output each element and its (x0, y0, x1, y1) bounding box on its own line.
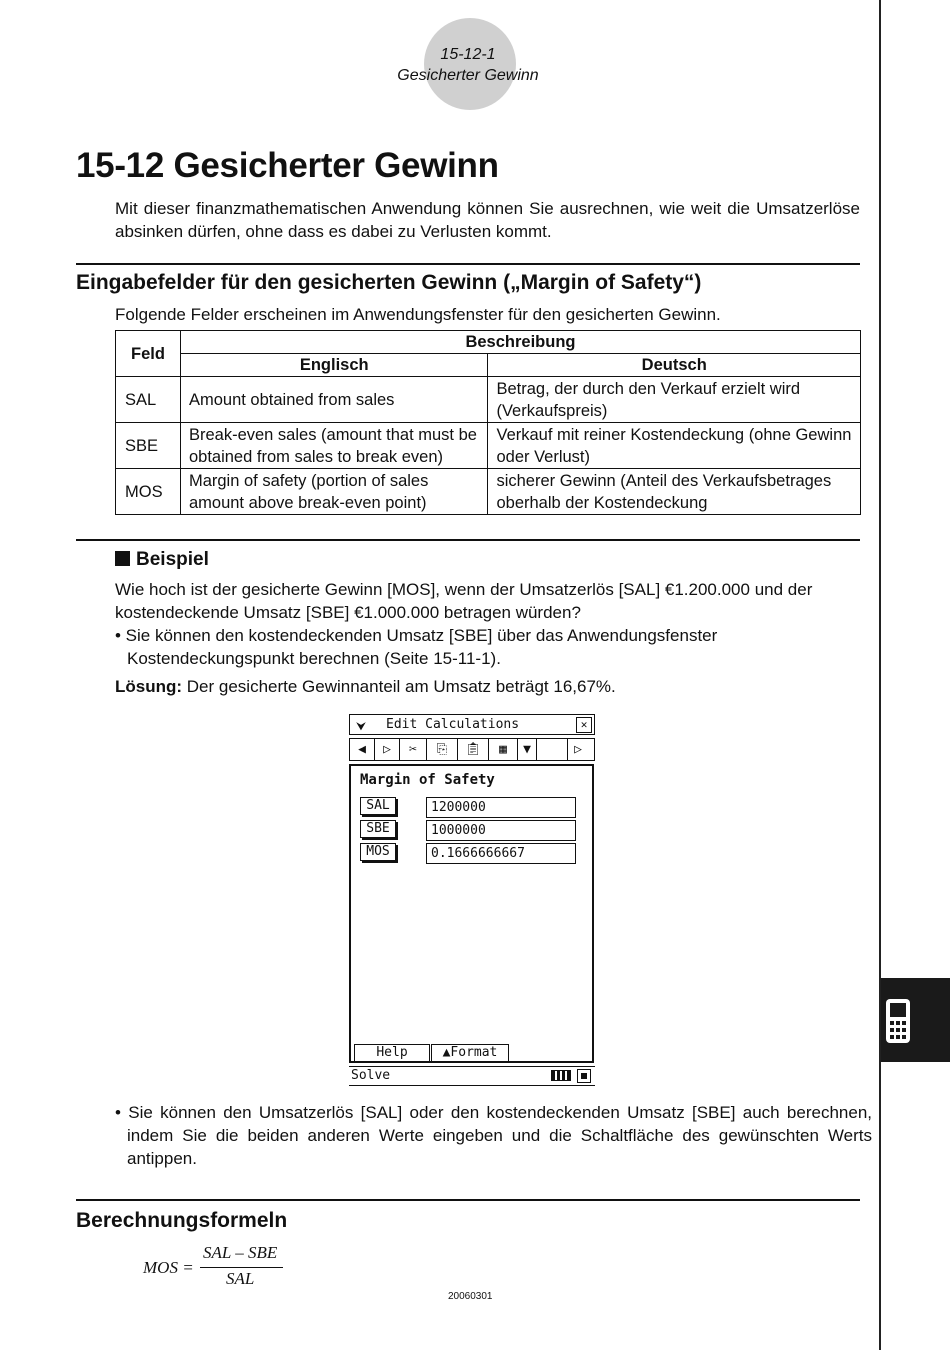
table-header-english: Englisch (180, 354, 488, 377)
formula-numerator: SAL – SBE (203, 1243, 278, 1262)
table-row (116, 469, 861, 515)
menu-icon[interactable]: ⮟ (356, 719, 367, 733)
field-english: Margin of safety (portion of sales amount above break-even point) (180, 469, 488, 515)
copy-icon[interactable]: ⎘ (427, 739, 458, 760)
page-header (368, 44, 568, 86)
window-icon[interactable] (577, 1069, 591, 1083)
field-code: SBE (116, 423, 181, 469)
help-tab[interactable]: Help (354, 1044, 430, 1061)
running-title: Gesicherter Gewinn (397, 67, 539, 84)
solution-label: Lösung: (115, 677, 183, 696)
field-german: Verkauf mit reiner Kostendeckung (ohne Gewinn oder Verlust) (488, 423, 861, 469)
grid-icon[interactable]: ▦ (489, 739, 518, 760)
battery-icon (551, 1070, 571, 1081)
solution-text: Der gesicherte Gewinnanteil am Umsatz beträgt 16,67%. (182, 677, 616, 696)
calc-screen-heading: Margin of Safety (360, 772, 495, 788)
example-heading-text: Beispiel (136, 549, 209, 570)
calc-screen (349, 764, 594, 1063)
table-header-field: Feld (116, 331, 181, 377)
mos-input[interactable]: 0.1666666667 (426, 843, 576, 864)
section-heading-formulas: Berechnungsformeln (76, 1209, 288, 1232)
paste-icon[interactable]: 📋︎ (458, 739, 489, 760)
back-icon[interactable]: ◀ (350, 739, 375, 760)
fields-lead: Folgende Felder erscheinen im Anwendungsfenster für den gesicherten Gewinn. (115, 305, 721, 324)
fraction-bar (200, 1267, 283, 1268)
table-header-german: Deutsch (488, 354, 861, 377)
format-tab[interactable]: ▲Format (431, 1044, 509, 1061)
sbe-button[interactable]: SBE (360, 820, 396, 838)
field-code: SAL (116, 377, 181, 423)
toolbar-spacer (537, 739, 568, 760)
formula-lhs: MOS = (143, 1258, 194, 1277)
chapter-side-tab (881, 978, 950, 1062)
sbe-input[interactable]: 1000000 (426, 820, 576, 841)
close-icon[interactable]: ✕ (576, 717, 592, 733)
field-english: Amount obtained from sales (180, 377, 488, 423)
dropdown-icon[interactable]: ▼ (518, 739, 537, 760)
calculator-icon (885, 998, 911, 1044)
square-bullet-icon (115, 551, 130, 566)
right-edge-rule (879, 0, 881, 1350)
calc-menu-title[interactable]: Edit Calculations (386, 717, 520, 732)
field-english: Break-even sales (amount that must be obtained from sales to break even) (180, 423, 488, 469)
field-code: MOS (116, 469, 181, 515)
play-icon[interactable]: ▷ (375, 739, 400, 760)
table-row (116, 423, 861, 469)
footer-code: 20060301 (448, 1291, 493, 1302)
sal-input[interactable]: 1200000 (426, 797, 576, 818)
chapter-title: 15-12 Gesicherter Gewinn (76, 146, 499, 185)
sal-button[interactable]: SAL (360, 797, 396, 815)
mos-button[interactable]: MOS (360, 843, 396, 861)
example-note-2: • Sie können den Umsatzerlös [SAL] oder den kostendeckenden Umsatz [SBE] auch berechnen, indem Sie die beiden anderen Werte eingeben und die Schaltfläche des gewünschten Werts antippen. (115, 1103, 872, 1168)
field-german: Betrag, der durch den Verkauf erzielt wird (Verkaufspreis) (488, 377, 861, 423)
table-header-description: Beschreibung (180, 331, 860, 354)
example-heading (115, 549, 209, 571)
formula-denominator: SAL (226, 1269, 255, 1288)
section-divider (76, 539, 860, 541)
section-heading-fields: Eingabefelder für den gesicherten Gewinn („Margin of Safety“) (76, 271, 702, 294)
calc-menu-bar[interactable] (349, 714, 595, 735)
status-text: Solve (351, 1068, 391, 1083)
field-german: sicherer Gewinn (Anteil des Verkaufsbetrages oberhalb der Kostendeckung (488, 469, 861, 515)
section-divider (76, 263, 860, 265)
cut-icon[interactable]: ✂ (400, 739, 427, 760)
table-row (116, 377, 861, 423)
calc-toolbar (349, 738, 595, 761)
calc-status-bar (349, 1066, 595, 1086)
section-divider (76, 1199, 860, 1201)
example-note: • Sie können den kostendeckenden Umsatz [SBE] über das Anwendungsfenster Kostendeckungspunkt berechnen (Seite 15-11-1). (115, 626, 718, 668)
page-number: 15-12-1 (440, 46, 496, 63)
fields-table (115, 330, 861, 515)
scroll-right-icon[interactable]: ▷ (574, 742, 582, 757)
calculator-screenshot (349, 714, 595, 1086)
example-solution (115, 675, 860, 698)
chapter-intro: Mit dieser finanzmathematischen Anwendung können Sie ausrechnen, wie weit die Umsatzerlöse absinken dürfen, ohne dass es dabei zu Verlusten kommt. (115, 199, 860, 241)
example-question: Wie hoch ist der gesicherte Gewinn [MOS], wenn der Umsatzerlös [SAL] €1.200.000 und der kostendeckende Umsatz [SBE] €1.000.000 betragen würden? (115, 580, 813, 622)
